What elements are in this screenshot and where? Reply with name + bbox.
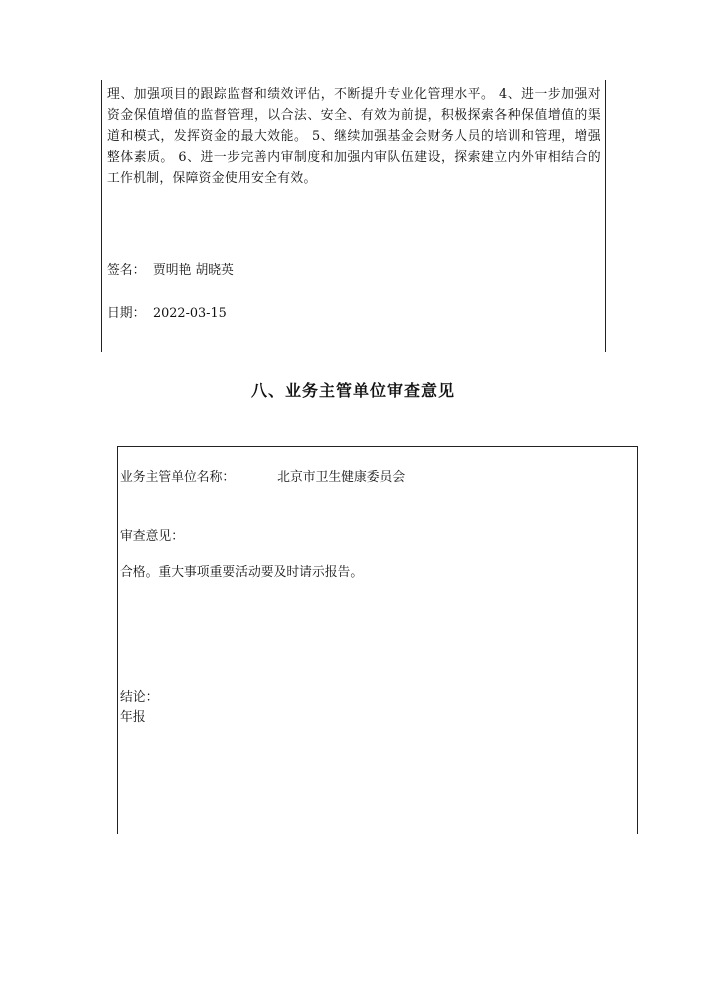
signature-label: 签名：	[107, 263, 146, 278]
date-line	[107, 305, 227, 323]
opinion-paragraph: 理、加强项目的跟踪监督和绩效评估，不断提升专业化管理水平。 4、进一步加强对资金保值增值的监督管理，以合法、安全、有效为前提，积极探索各种保值增值的渠道和模式，发挥资金的最大效能。 5、继续加强基金会财务人员的培训和管理，增强整体素质。 6、进一步完善内审制度和加强内审队伍建设，探索建立内外审相结合的工作机制，保障资金使用安全有效。	[107, 87, 601, 186]
unit-name-label: 业务主管单位名称：	[120, 470, 236, 485]
unit-name-row	[120, 469, 405, 487]
conclusion-label: 结论：	[120, 690, 159, 705]
conclusion-value: 年报	[120, 710, 146, 725]
signature-value: 贾明艳 胡晓英	[153, 263, 234, 278]
unit-name-value: 北京市卫生健康委员会	[277, 470, 406, 485]
date-label: 日期：	[107, 306, 146, 321]
review-value: 合格。重大事项重要活动要及时请示报告。	[120, 565, 364, 580]
review-label: 审查意见：	[120, 529, 184, 544]
section-title: 八、业务主管单位审查意见	[250, 381, 455, 400]
date-value: 2022-03-15	[153, 306, 227, 321]
signature-line	[107, 262, 234, 280]
review-box	[117, 446, 638, 834]
